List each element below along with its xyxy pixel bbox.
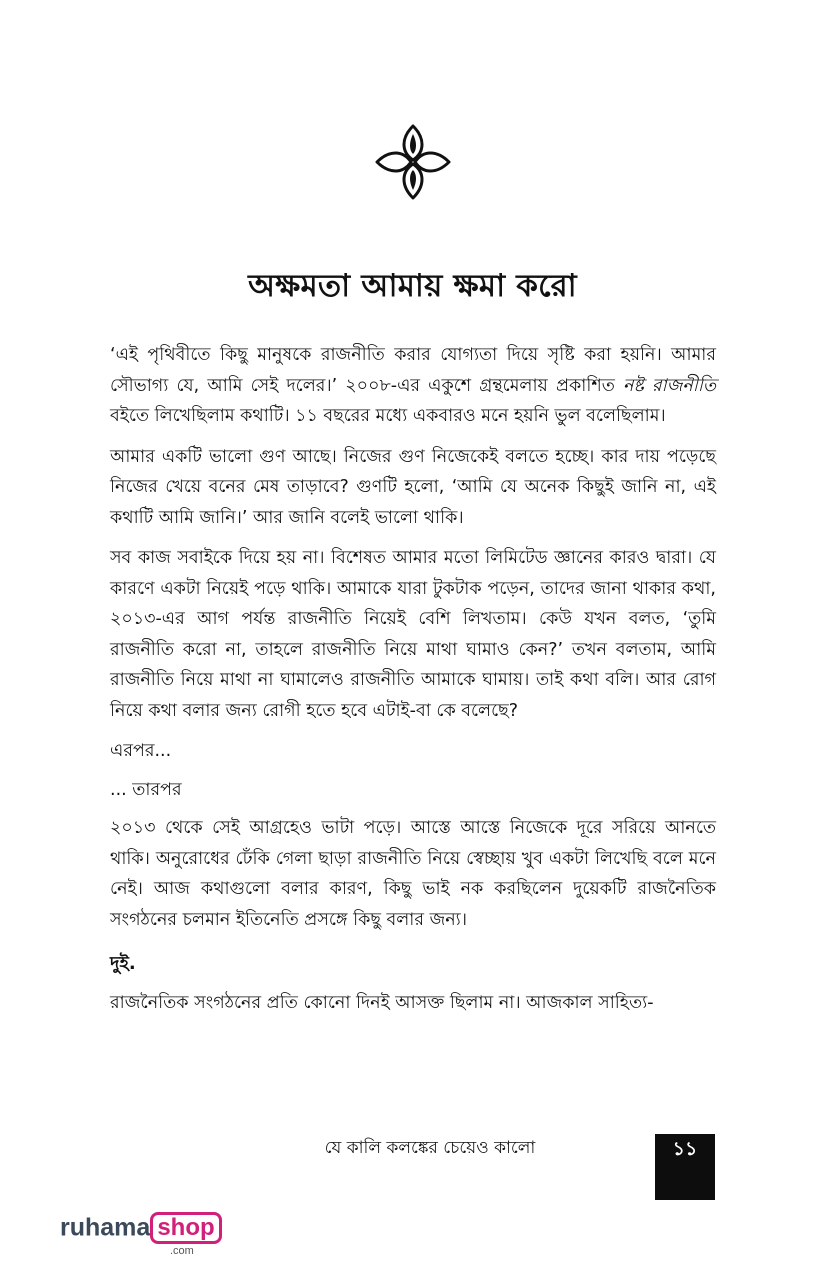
chapter-title: অক্ষমতা আমায় ক্ষমা করো	[248, 268, 577, 304]
paragraph-1	[110, 340, 716, 432]
watermark-domain: .com	[170, 1245, 194, 1257]
book-title-italic: নষ্ট রাজনীতি	[622, 375, 716, 396]
watermark-brand-right: shop	[150, 1212, 221, 1244]
paragraph-3: সব কাজ সবাইকে দিয়ে হয় না। বিশেষত আমার মতো লিমিটেড জ্ঞানের কারও দ্বারা। যে কারণে একটা নিয়েই পড়ে থাকি। আমাকে যারা টুকটাক পড়েন, তাদের জানা থাকার কথা, ২০১৩-এর আগ পর্যন্ত রাজনীতি নিয়েই বেশি লিখতাম। কেউ যখন বলত, ‘তুমি রাজনীতি করো না, তাহলে রাজনীতি নিয়ে মাথা ঘামাও কেন?’ তখন বলতাম, আমি রাজনীতি নিয়ে মাথা না ঘামালেও রাজনীতি আমাকে ঘামায়। তাই কথা বলি। আর রোগ নিয়ে কথা বলার জন্য রোগী হতে হবে এটাই-বা কে বলেছে?	[110, 548, 716, 721]
paragraph-6: ২০১৩ থেকে সেই আগ্রহেও ভাটা পড়ে। আস্তে আস্তে নিজেকে দূরে সরিয়ে আনতে থাকি। অনুরোধের ঢেঁকি গেলা ছাড়া রাজনীতি নিয়ে স্বেচ্ছায় খুব একটা লিখেছি বলে মনে নেই। আজ কথাগুলো বলার কারণ, কিছু ভাই নক করছিলেন দুয়েকটি রাজনৈতিক সংগঠনের চলমান ইতিনেতি প্রসঙ্গে কিছু বলার জন্য।	[110, 818, 716, 930]
paragraph-5: ... তারপর	[110, 779, 182, 800]
page-number-badge: ১১	[655, 1134, 715, 1200]
watermark-logo	[60, 1212, 222, 1262]
paragraph-4: এরপর...	[110, 741, 172, 761]
paragraph-7: রাজনৈতিক সংগঠনের প্রতি কোনো দিনই আসক্ত ছিলাম না। আজকাল সাহিত্য-	[110, 992, 654, 1013]
watermark-brand-left: ruhama	[60, 1213, 151, 1242]
paragraph-1-part-b: বইতে লিখেছিলাম কথাটি। ১১ বছরের মধ্যে একবারও মনে হয়নি ভুল বলেছিলাম।	[110, 406, 666, 426]
section-heading-two: দুই.	[110, 953, 136, 974]
paragraph-2: আমার একটি ভালো গুণ আছে। নিজের গুণ নিজেকেই বলতে হচ্ছে। কার দায় পড়েছে নিজের খেয়ে বনের মেষ তাড়াবে? গুণটি হলো, ‘আমি যে অনেক কিছুই জানি না, এই কথাটি আমি জানি।’ আর জানি বলেই ভালো থাকি।	[110, 446, 716, 528]
paragraph-1-part-a: ‘এই পৃথিবীতে কিছু মানুষকে রাজনীতি করার যোগ্যতা দিয়ে সৃষ্টি করা হয়নি। আমার সৌভাগ্য যে, আমি সেই দলের।’ ২০০৮-এর একুশে গ্রন্থমেলায় প্রকাশিত	[110, 345, 716, 396]
floral-ornament-icon	[373, 122, 453, 202]
chapter-body	[110, 340, 716, 1028]
running-footer-book-title: যে কালি কলঙ্কের চেয়েও কালো	[324, 1138, 536, 1158]
